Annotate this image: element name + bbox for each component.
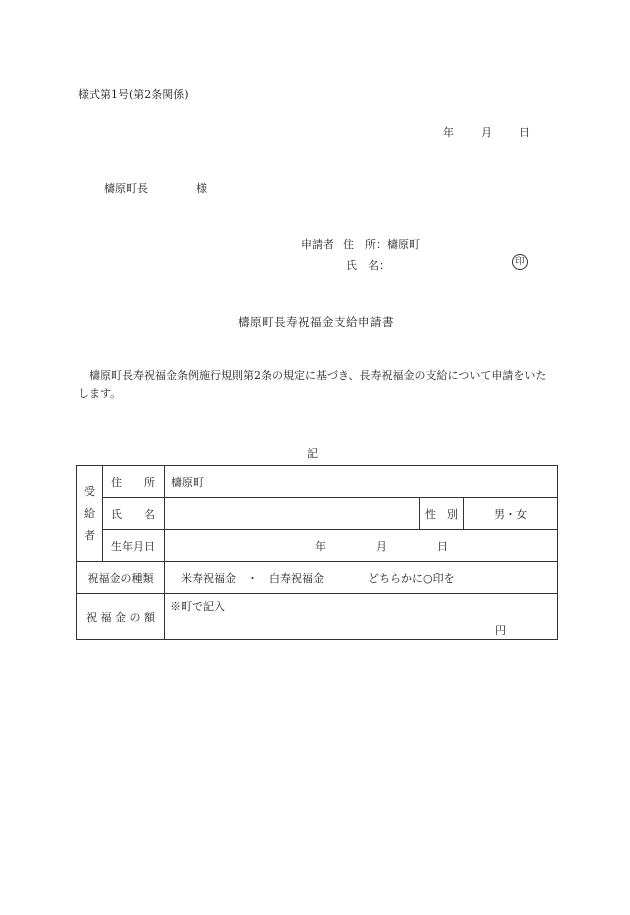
type-label: 祝福金の種類	[77, 562, 165, 594]
seal-mark: 印	[512, 254, 528, 270]
addressee-name: 檮原町長	[104, 182, 148, 195]
row-address	[77, 466, 558, 498]
gender-value[interactable]: 男・女	[464, 498, 558, 530]
dob-month-label: 月	[376, 539, 387, 553]
date-month-label: 月	[481, 126, 492, 139]
row-type	[77, 562, 558, 594]
application-table	[76, 465, 558, 640]
applicant-address-label: 住 所：	[343, 238, 387, 251]
body-paragraph: 檮原町長寿祝福金条例施行規則第2条の規定に基づき、長寿祝福金の支給について申請をいたします。	[78, 369, 547, 400]
date-day-label: 日	[519, 126, 530, 139]
dob-field[interactable]	[165, 530, 558, 562]
row-name	[77, 498, 558, 530]
address-value[interactable]: 檮原町	[165, 466, 558, 498]
amount-label: 祝 福 金 の 額	[77, 594, 165, 640]
amount-unit: 円	[495, 624, 506, 637]
dob-day-label: 日	[437, 539, 448, 553]
form-number: 様式第1号(第2条関係)	[78, 88, 189, 101]
applicant-address-value: 檮原町	[387, 238, 420, 251]
row-amount	[77, 594, 558, 640]
applicant-label: 申請者	[301, 238, 334, 251]
addressee-honorific: 様	[196, 182, 207, 195]
address-label: 住 所	[103, 466, 165, 498]
amount-field	[165, 594, 558, 640]
dob-label: 生年月日	[103, 530, 165, 562]
amount-note: ※町で記入	[170, 600, 225, 613]
row-dob	[77, 530, 558, 562]
name-label: 氏 名	[103, 498, 165, 530]
name-field[interactable]	[165, 498, 420, 530]
applicant-address-line	[301, 236, 420, 252]
document-title: 檮原町長寿祝福金支給申請書	[238, 315, 394, 329]
applicant-name-line	[346, 257, 390, 273]
type-note: どちらかに○印を	[368, 571, 455, 585]
applicant-name-label: 氏 名：	[346, 259, 390, 272]
date-line	[443, 124, 530, 140]
addressee	[104, 180, 207, 196]
recipient-label: 受 給 者	[77, 466, 103, 562]
type-options[interactable]: 米寿祝福金 ・ 白寿祝福金	[181, 571, 324, 585]
ki-heading: 記	[307, 447, 318, 460]
gender-label: 性 別	[420, 498, 464, 530]
date-year-label: 年	[443, 126, 454, 139]
dob-year-label: 年	[315, 539, 326, 553]
type-field[interactable]	[165, 562, 558, 594]
